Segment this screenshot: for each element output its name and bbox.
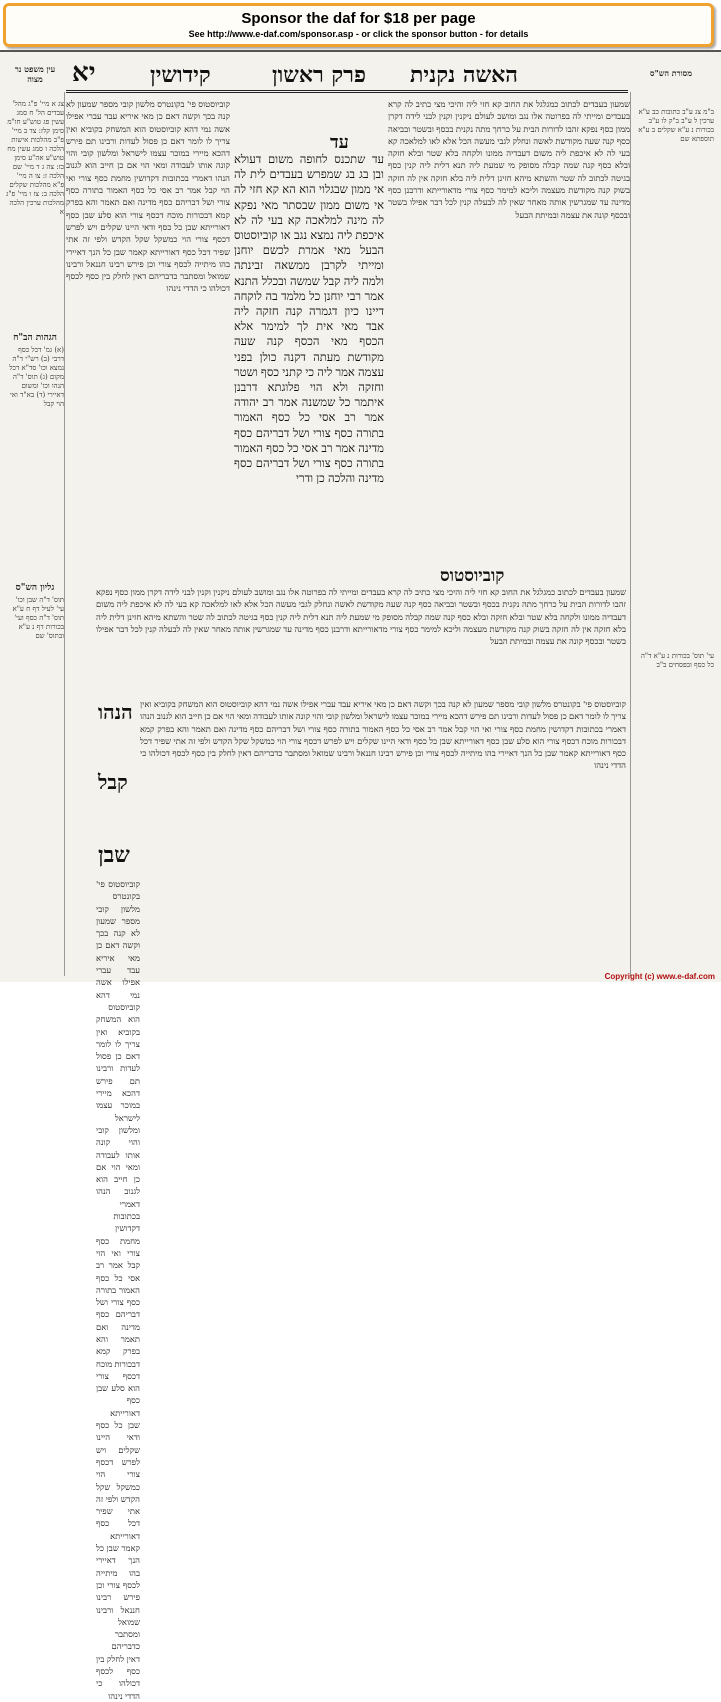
rashi-column: שמעון בעבדים לכתוב כמגלגל את החוב קא חזי ליה והיכי מצי כתיב לה קרא בעבדים ומייתי לה בפרוטה אלו נגב ומושב לעולם ניקנין וקנין לבני לידה דקרן ממון כסף נפקא זהבו לדורות הבית על כרחך מתה נקנית בכסף ובשטר ובביאה כסף קנה שעה מקודשת לאשה ונחלק לגבי מעשה הכל אלא לאו למלאכה קא בעי לה לא איכפת ליה משום דעבדיה ממונו ולקחה בלא שטר ובלא חזקה ובלא כסף קנה שמה קבלה מסופק מי שמעת ליה תנא דלית ליה קנין כסף בגיטה לכתוב לה שטר והשתא מיהא חזינן דלית ליה בלא חזקה אין לה חזקה בשוק קנה מקודשת מעצמה וליכא למימר כסף צורי מדאורייתא ודרבנן כסף מדינה עד שמגרשין אותה מאחר שאין לה לבעלה קנין לכל דבר אפילו בשטר ובכסף קונה את עצמה ובמיתת הבעל [388,99,630,220]
tosafot-column: קוביוסטוס פי' בקונטרס מלשון קובי מספר שמעון לא קנה בכך וקשה דאם כן מאי איריא עבד עברי אפילו אשה נמי דהא קוביוסטוס הוא המשחק בקוביא ואין צריך לו לומר דאם כן פסול לעדות ורבינו תם פירש דהכא מיירי במוכר עצמו לישראל ומלשון קובי והוי קונה אותו לעבודה ומאי הוי אם כן חייב הוא לגנוב הנהו דאמרי בכתובות דקדושין מחמת כסף צורי ואי הוי קבל אמר רב אסי כל כסף האמור בתורה כסף צורי ושל דבריהם כסף מדינה ואם תאמר והא בפרק קמא דבכורות מוכח דכסף צורי הוא סלע שבן כסף דאורייתא שבן כל כסף ודאי היינו שקלים ויש לפרש דכסף צורי הוי כמשקל שקל הקדש ולפי זה אתי שפיר דכל כסף דאורייתא קאמר שבן כל הנך דאיירי בהו מיתייה לכסף צורי וכן פירש רבינו חננאל ורבינו שמואל ומסתבר כדבריהם דאין לחלק בין כסף לכסף דכולהו כי הדדי נינהו [66,99,230,294]
tosafot-dibbur-3: שבן [98,842,130,868]
rashi-lower-dibbur: קוביוסטוס [440,566,505,586]
rashi-lower-text: שמעון בעבדים לכתוב כמגלגל את החוב קא חזי ליה והיכי מצי כתיב לה קרא בעבדים ומייתי לה בפרוטה אלו נגב ומושב לעולם ניקנין וקנין לבני לידה דקרן ממון כסף נפקא זהבו לדורות הבית על כרחך מתה נקנית בכסף ובשטר ובביאה כסף קנה שעה מקודשת לאשה ונחלק לגבי מעשה הכל אלא לאו למלאכה קא בעי לה לא איכפת ליה משום דעבדיה ממונו ולקחה בלא שטר ובלא חזקה ובלא כסף קנה שמה קבלה מסופק מי שמעת ליה תנא דלית ליה קנין כסף בגיטה לכתוב לה שטר והשתא מיהא חזינן דלית ליה בלא חזקה אין לה חזקה בשוק קנה מקודשת מעצמה וליכא למימר כסף צורי מדאורייתא ודרבנן כסף מדינה עד שמגרשין אותה מאחר שאין לה לבעלה קנין לכל דבר אפילו בשטר ובכסף קונה את עצמה ובמיתת הבעל [96,587,626,647]
masoret-header: מסורת הש"ס [650,68,692,78]
tosafot-dibbur-2: קבל [98,770,128,794]
tosafot-lower-text: קוביוסטוס פי' בקונטרס מלשון קובי מספר שמעון לא קנה בכך וקשה דאם כן מאי איריא עבד עברי אפילו אשה נמי דהא קוביוסטוס הוא המשחק בקוביא ואין צריך לו לומר דאם כן פסול לעדות ורבינו תם פירש דהכא מיירי במוכר עצמו לישראל ומלשון קובי והוי קונה אותו לעבודה ומאי הוי אם כן חייב הוא לגנוב הנהו דאמרי בכתובות דקדושין מחמת כסף צורי ואי הוי קבל אמר רב אסי כל כסף האמור בתורה כסף צורי ושל דבריהם כסף מדינה ואם תאמר והא בפרק קמא דבכורות מוכח דכסף צורי הוא סלע שבן כסף דאורייתא שבן כל כסף ודאי היינו שקלים ויש לפרש דכסף צורי הוי כמשקל שקל הקדש ולפי זה אתי שפיר דכל כסף דאורייתא קאמר שבן כל הנך דאיירי בהו מיתייה לכסף צורי וכן פירש רבינו חננאל ורבינו שמואל ומסתבר כדבריהם דאין לחלק בין כסף לכסף דכולהו כי הדדי נינהו [140,699,626,771]
haggahot-habach: (א) גמ' דכל כסף דרבי (ב) רש"י ד"ה נמצא וכו' סד"א דכל מקום (ג) תוס' ד"ה הנהו וכו' ומשום דאיירי (ד) בא"ד ואי הוי קבל [9,346,64,408]
right-margin-rule [630,92,631,976]
tosafot-lower-text-2: קוביוסטוס פי' בקונטרס מלשון קובי מספר שמעון לא קנה בכך וקשה דאם כן מאי איריא עבד עברי אפילו אשה נמי דהא קוביוסטוס הוא המשחק בקוביא ואין צריך לו לומר דאם כן פסול לעדות ורבינו תם פירש דהכא מיירי במוכר עצמו לישראל ומלשון קובי והוי קונה אותו לעבודה ומאי הוי אם כן חייב הוא לגנוב הנהו דאמרי בכתובות דקדושין מחמת כסף צורי ואי הוי קבל אמר רב אסי כל כסף האמור בתורה כסף צורי ושל דבריהם כסף מדינה ואם תאמר והא בפרק קמא דבכורות מוכח דכסף צורי הוא סלע שבן כסף דאורייתא שבן כל כסף ודאי היינו שקלים ויש לפרש דכסף צורי הוי כמשקל שקל הקדש ולפי זה אתי שפיר דכל כסף דאורייתא קאמר שבן כל הנך דאיירי בהו מיתייה לכסף צורי וכן פירש רבינו חננאל ורבינו שמואל ומסתבר כדבריהם דאין לחלק בין כסף לכסף דכולהו כי הדדי נינהו [96,879,140,1701]
haggahot-title: הגהות הב"ח [13,333,57,343]
left-margin-rule [64,92,65,976]
perek-label: פרק ראשון [272,62,366,88]
sponsor-banner[interactable] [3,3,714,47]
header-rule [66,90,628,91]
gilyon-hashas: תוס' ד"ה שבן וכו' עי' לעיל דף ח ע"א תוס' ד"ה כסף ועי' בכורות דף נ ע"א ובתוס' שם [12,596,64,640]
gemara-text: עד שתכנס לחופה משום דעולא ובן בג בג שמפרש בעבדים לית לה אי ממון שבגלוי הוא הא קא חזי לה אי משום ממון שבסתר מאי נפקא לה מינה למלאכה קא בעי לה לא איכפת ליה נמצא נגב או קוביוסטוס הבעל מאי אמרת לכשם יוחנן ומייתי לקרבן ממשאה זבינתה ולמה ליה קבל שמשה ובכלל התנא אמר רבי יוחנן כל מלמד בה לוקחה דיינו כיון דגמרה קנה חזקה ליה אבד מאי אית לך למימר אלא הכסף מאי הכסף קנה שעה מקודשת מעתה דקנה כולן בפני עצמה אמר ליה כי קתני כסף ושטר וחזקה ולא הוי פלוגתא דרבנן איתמר כל שמשנה אמר רב יהודה אמר רב אסי כל כסף האמור בתורה כסף צורי ושל דבריהם כסף מדינה אמר רב אסי כל כסף האמור בתורה כסף צורי ושל דבריהם כסף מדינה והלכה כן ודרי [234,152,384,486]
perek-title: האשה נקנית [410,62,518,88]
masoret-hashas: ב"מ צג ע"ב כתובות כב ע"א ערכין ל ע"ב ב"ק לו ע"ב בכורות נ ע"א שקלים ב ע"א תוספתא שם [638,108,714,143]
tosafot-dibbur-1: הנהו [98,700,133,724]
ein-mishpat-header: עין משפט נר מצוה [14,64,56,84]
gilyon-title: גליון הש"ס [15,583,55,593]
masoret-hashas-lower: עי' תוס' בכורות נ ע"א ד"ה כל כסף ובפסחים ב"ב [640,652,714,669]
header-rule-2 [66,92,628,93]
ein-mishpat: צג א מיי' פ"ג מהל' עבדים הל' ח סמג עשין פג טוש"ע חו"מ סימן קלז: צד ב מיי' פ"ב מהלכות אישות הלכה ו סמג עשין מח טוש"ע אה"ע סימן כז: צה ג ד מיי' שם הלכה ז: צו ה מיי' פ"א מהלכות שקלים הלכה ב: צז ו מיי' פ"ג מהלכות ערכין הלכה א [6,100,64,216]
sponsor-title[interactable]: Sponsor the daf for $18 per page [241,10,476,27]
sponsor-subtitle[interactable]: See http://www.e-daf.com/sponsor.asp - or click the sponsor button - for details [188,29,529,39]
daf-number: יא [72,58,96,88]
gemara-dibbur: עד [330,132,349,153]
talmud-page [0,50,721,1701]
masechet-title: קידושין [150,62,211,88]
copyright-notice[interactable]: Copyright (c) www.e-daf.com [604,972,715,981]
